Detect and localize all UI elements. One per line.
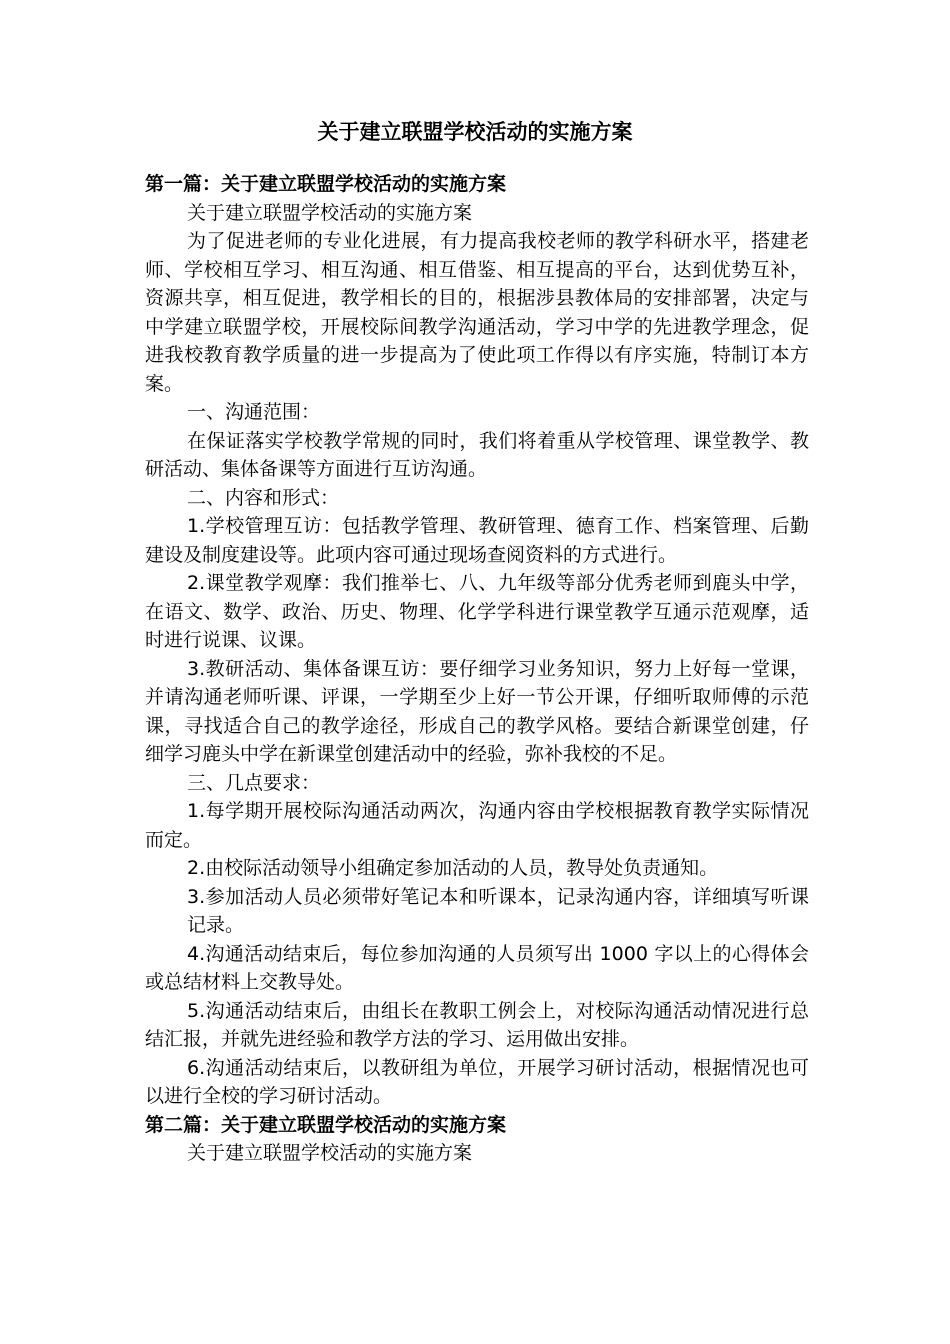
- section3-item: 5.沟通活动结束后，由组长在教职工例会上，对校际沟通活动情况进行总结汇报，并就先进经验和教学方法的学习、运用做出安排。: [145, 999, 809, 1050]
- section3-item: 2.由校际活动领导小组确定参加活动的人员，教导处负责通知。: [187, 857, 719, 879]
- section3-title: 三、几点要求：: [187, 771, 321, 794]
- part2-heading: 第二篇：关于建立联盟学校活动的实施方案: [145, 1113, 507, 1136]
- document-body: [145, 170, 809, 1168]
- part1-heading: 第一篇：关于建立联盟学校活动的实施方案: [145, 173, 507, 195]
- part2-subtitle: 关于建立联盟学校活动的实施方案: [187, 1142, 473, 1164]
- section2-item: 2.课堂教学观摩：我们推举七、八、九年级等部分优秀老师到鹿头中学，在语文、数学、政治、历史、物理、化学学科进行课堂教学互通示范观摩，适时进行说课、议课。: [145, 572, 809, 651]
- section1-title: 一、沟通范围：: [187, 401, 321, 423]
- section2-item: 1.学校管理互访：包括教学管理、教研管理、德育工作、档案管理、后勤建设及制度建设等。此项内容可通过现场查阅资料的方式进行。: [145, 515, 809, 566]
- section2-item: 3.教研活动、集体备课互访：要仔细学习业务知识，努力上好每一堂课，并请沟通老师听课、评课，一学期至少上好一节公开课，仔细听取师傅的示范课，寻找适合自己的教学途径，形成自己的教学风格。要结合新课堂创建，仔细学习鹿头中学在新课堂创建活动中的经验，弥补我校的不足。: [145, 657, 809, 765]
- section3-item: 3.参加活动人员必须带好笔记本和听课本，记录沟通内容，详细填写听课记录。: [187, 885, 809, 936]
- part1-subtitle: 关于建立联盟学校活动的实施方案: [187, 201, 473, 224]
- section2-title: 二、内容和形式：: [187, 486, 340, 509]
- section3-item: 4.沟通活动结束后，每位参加沟通的人员须写出 1000 字以上的心得体会或总结材料上交教导处。: [145, 942, 809, 993]
- section3-item: 6.沟通活动结束后，以教研组为单位，开展学习研讨活动，根据情况也可以进行全校的学习研讨活动。: [145, 1056, 809, 1107]
- document-title: 关于建立联盟学校活动的实施方案: [317, 120, 633, 144]
- part1-intro-paragraph: 为了促进老师的专业化进展，有力提高我校老师的教学科研水平，搭建老师、学校相互学习、相互沟通、相互借鉴、相互提高的平台，达到优势互补，资源共享，相互促进，教学相长的目的，根据涉县教体局的安排部署，决定与中学建立联盟学校，开展校际间教学沟通活动，学习中学的先进教学理念，促进我校教育教学质量的进一步提高为了使此项工作得以有序实施，特制订本方案。: [145, 230, 809, 395]
- section3-item: 1.每学期开展校际沟通活动两次，沟通内容由学校根据教育教学实际情况而定。: [145, 800, 809, 851]
- section1-paragraph: 在保证落实学校教学常规的同时，我们将着重从学校管理、课堂教学、教研活动、集体备课等方面进行互访沟通。: [145, 429, 809, 480]
